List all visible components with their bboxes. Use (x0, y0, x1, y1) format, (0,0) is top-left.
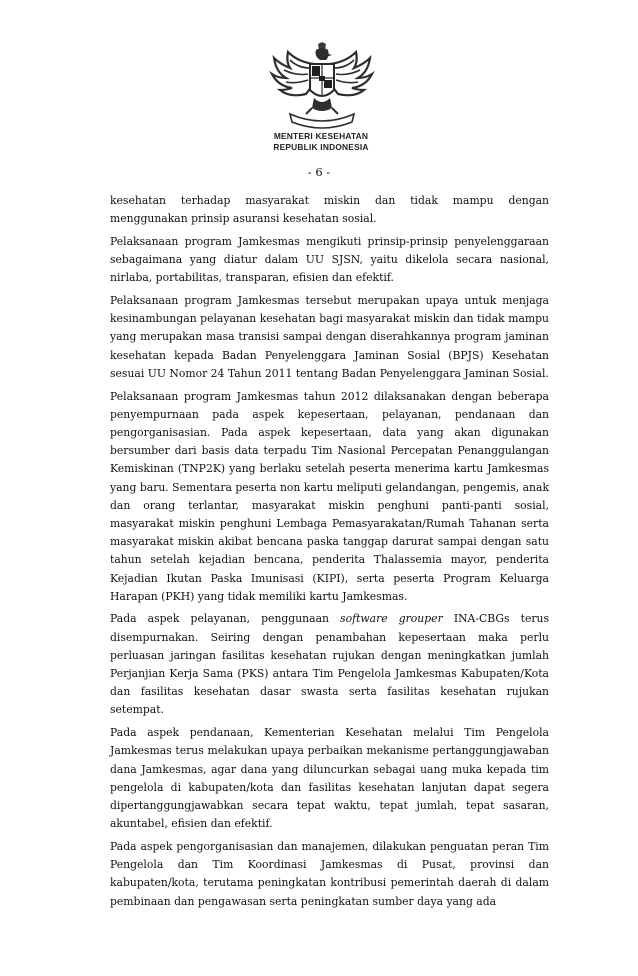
paragraph-6: Pada aspek pendanaan, Kementerian Kesehatan melalui Tim Pengelola Jamkesmas terus melakukan upaya perbaikan mekanisme pertanggungjawaban dana Jamkesmas, agar dana yang diluncurkan sebagai uang muka kepada tim pengelola di kabupaten/kota dan fasilitas kesehatan lanjutan dapat segera dipertanggungjawabkan secara tepat waktu, tepat jumlah, tepat sasaran, akuntabel, efisien dan efektif. (110, 726, 549, 831)
document-body (110, 192, 549, 915)
paragraph-7: Pada aspek pengorganisasian dan manajemen, dilakukan penguatan peran Tim Pengelola dan Tim Koordinasi Jamkesmas di Pusat, provinsi dan kabupaten/kota, terutama peningkatan kontribusi pemerintah daerah di dalam pembinaan dan pengawasan serta peningkatan sumber daya yang ada (110, 839, 549, 908)
garuda-emblem-icon (268, 42, 376, 132)
paragraph-5 (110, 610, 549, 719)
paragraph-2: Pelaksanaan program Jamkesmas mengikuti prinsip-prinsip penyelenggaraan sebagaimana yang diatur dalam UU SJSN, yaitu dikelola secara nasional, nirlaba, portabilitas, transparan, efisien dan efektif. (110, 234, 549, 285)
paragraph-3: Pelaksanaan program Jamkesmas tersebut merupakan upaya untuk menjaga kesinambungan pelayanan kesehatan bagi masyarakat miskin dan tidak mampu yang merupakan masa transisi sampai dengan diserahkannya program jaminan kesehatan kepada Badan Penyelenggara Jaminan Sosial (BPJS) Kesehatan sesuai UU Nomor 24 Tahun 2011 tentang Badan Penyelenggara Jaminan Sosial. (110, 294, 549, 380)
paragraph-4: Pelaksanaan program Jamkesmas tahun 2012 dilaksanakan dengan beberapa penyempurnaan pada aspek kepesertaan, pelayanan, pendanaan dan pengorganisasian. Pada aspek kepesertaan, data yang akan digunakan bersumber dari basis data terpadu Tim Nasional Percepatan Penanggulangan Kemiskinan (TNP2K) yang berlaku setelah peserta menerima kartu Jamkesmas yang baru. Sementara peserta non kartu meliputi gelandangan, pengemis, anak dan orang terlantar, masyarakat miskin penghuni panti-panti sosial, masyarakat miskin penghuni Lembaga Pemasyarakatan/Rumah Tahanan serta masyarakat miskin akibat bencana paska tanggap darurat sampai dengan satu tahun setelah kejadian bencana, penderita Thalassemia mayor, penderita Kejadian Ikutan Paska Imunisasi (KIPI), serta peserta Program Keluarga Harapan (PKH) yang tidak memiliki kartu Jamkesmas. (110, 389, 549, 603)
ministry-line-2: REPUBLIK INDONESIA (273, 142, 369, 152)
paragraph-5-italic-term: software grouper (340, 612, 443, 626)
paragraph-5-lead: Pada aspek pelayanan, penggunaan (110, 612, 341, 626)
ministry-line-1: MENTERI KESEHATAN (273, 131, 369, 141)
page-number: - 6 - (307, 165, 331, 179)
ministry-letterhead (262, 131, 380, 153)
paragraph-5-rest: INA-CBGs terus disempurnakan. Seiring dengan penambahan kepesertaan maka perlu perluasan jaringan fasilitas kesehatan rujukan dengan meningkatkan jumlah Perjanjian Kerja Sama (PKS) antara Tim Pengelola Jamkesmas Kabupaten/Kota dan fasilitas kesehatan dasar swasta serta fasilitas kesehatan rujukan setempat. (110, 612, 550, 717)
paragraph-1: kesehatan terhadap masyarakat miskin dan tidak mampu dengan menggunakan prinsip asuransi kesehatan sosial. (110, 194, 549, 226)
